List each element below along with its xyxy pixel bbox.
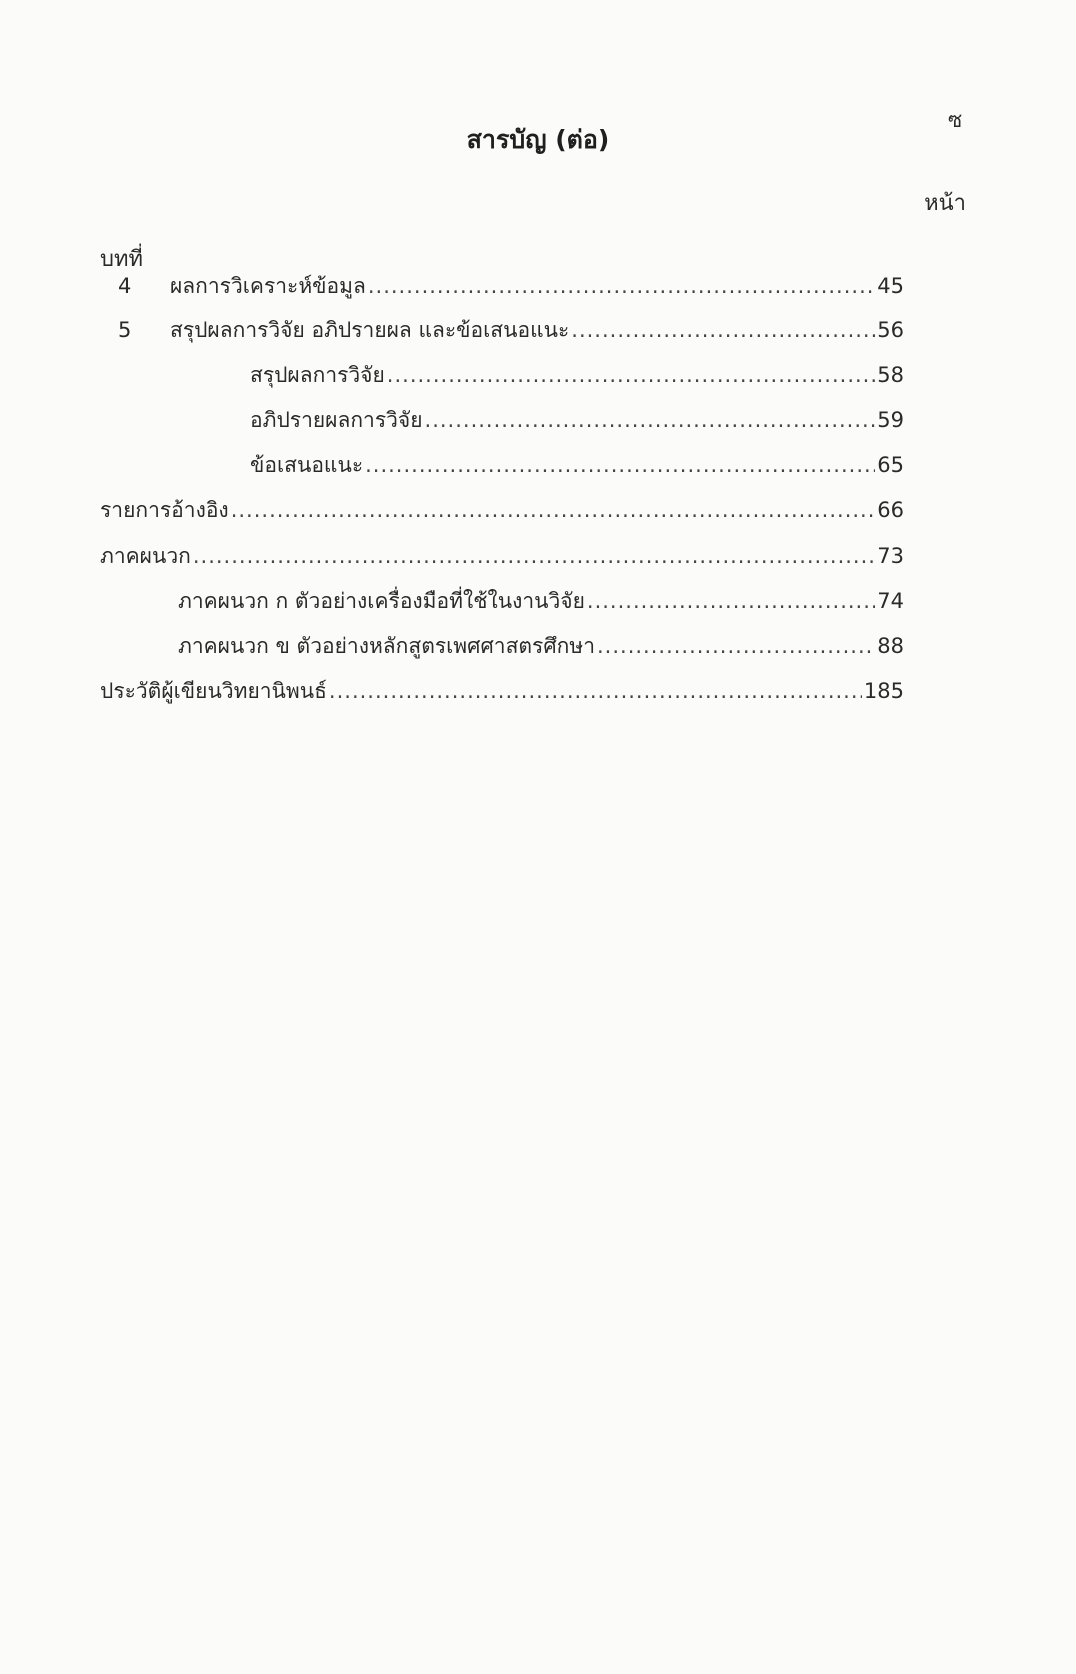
- toc-entry-page: 56: [877, 318, 904, 342]
- toc-leader-dots: [597, 634, 875, 658]
- toc-entry-label: ข้อเสนอแนะ: [250, 453, 364, 477]
- toc-entry-references[interactable]: [100, 494, 904, 526]
- toc-leader-dots: [571, 318, 875, 342]
- page-title: สารบัญ (ต่อ): [466, 125, 610, 154]
- toc-entry-discussion[interactable]: [250, 404, 904, 436]
- toc-entry-label: รายการอ้างอิง: [100, 498, 229, 522]
- toc-entry-label: ผลการวิเคราะห์ข้อมูล: [170, 274, 366, 298]
- toc-entry-number: 5: [118, 318, 132, 342]
- toc-entry-page: 45: [877, 274, 904, 298]
- toc-entry-research-summary[interactable]: [250, 359, 904, 391]
- toc-entry-label: ภาคผนวก ข ตัวอย่างหลักสูตรเพศศาสตรศึกษา: [178, 634, 595, 658]
- toc-entry-label: ภาคผนวก ก ตัวอย่างเครื่องมือที่ใช้ในงานวิจัย: [178, 589, 585, 613]
- toc-entry-appendix-b[interactable]: [178, 630, 904, 662]
- page-number-letter: ซ: [948, 108, 963, 132]
- toc-entry-label: อภิปรายผลการวิจัย: [250, 408, 423, 432]
- toc-entry-chapter-5[interactable]: [118, 314, 904, 346]
- toc-entry-appendix[interactable]: [100, 540, 904, 572]
- chapter-column-header: บทที่: [100, 247, 143, 272]
- toc-entry-number: 4: [118, 274, 132, 298]
- toc-leader-dots: [329, 679, 862, 703]
- toc-entry-page: 185: [863, 679, 904, 703]
- toc-entry-suggestions[interactable]: [250, 449, 904, 481]
- toc-entry-label: ภาคผนวก: [100, 544, 191, 568]
- toc-entry-label: สรุปผลการวิจัย อภิปรายผล และข้อเสนอแนะ: [170, 318, 570, 342]
- toc-leader-dots: [193, 544, 875, 568]
- toc-entry-page: 58: [877, 363, 904, 387]
- toc-entry-appendix-a[interactable]: [178, 585, 904, 617]
- toc-entry-label: ประวัติผู้เขียนวิทยานิพนธ์: [100, 679, 327, 703]
- toc-entry-page: 59: [877, 408, 904, 432]
- toc-entry-label: สรุปผลการวิจัย: [250, 363, 385, 387]
- toc-entry-page: 65: [877, 453, 904, 477]
- toc-leader-dots: [587, 589, 875, 613]
- toc-leader-dots: [387, 363, 875, 387]
- toc-entry-page: 73: [877, 544, 904, 568]
- toc-leader-dots: [231, 498, 876, 522]
- page-column-header: หน้า: [924, 191, 966, 216]
- toc-entry-page: 88: [877, 634, 904, 658]
- toc-leader-dots: [425, 408, 876, 432]
- toc-entry-page: 66: [877, 498, 904, 522]
- toc-entry-chapter-4[interactable]: [118, 270, 904, 302]
- toc-entry-page: 74: [877, 589, 904, 613]
- toc-entry-author-biography[interactable]: [100, 675, 904, 707]
- toc-leader-dots: [368, 274, 875, 298]
- toc-leader-dots: [365, 453, 875, 477]
